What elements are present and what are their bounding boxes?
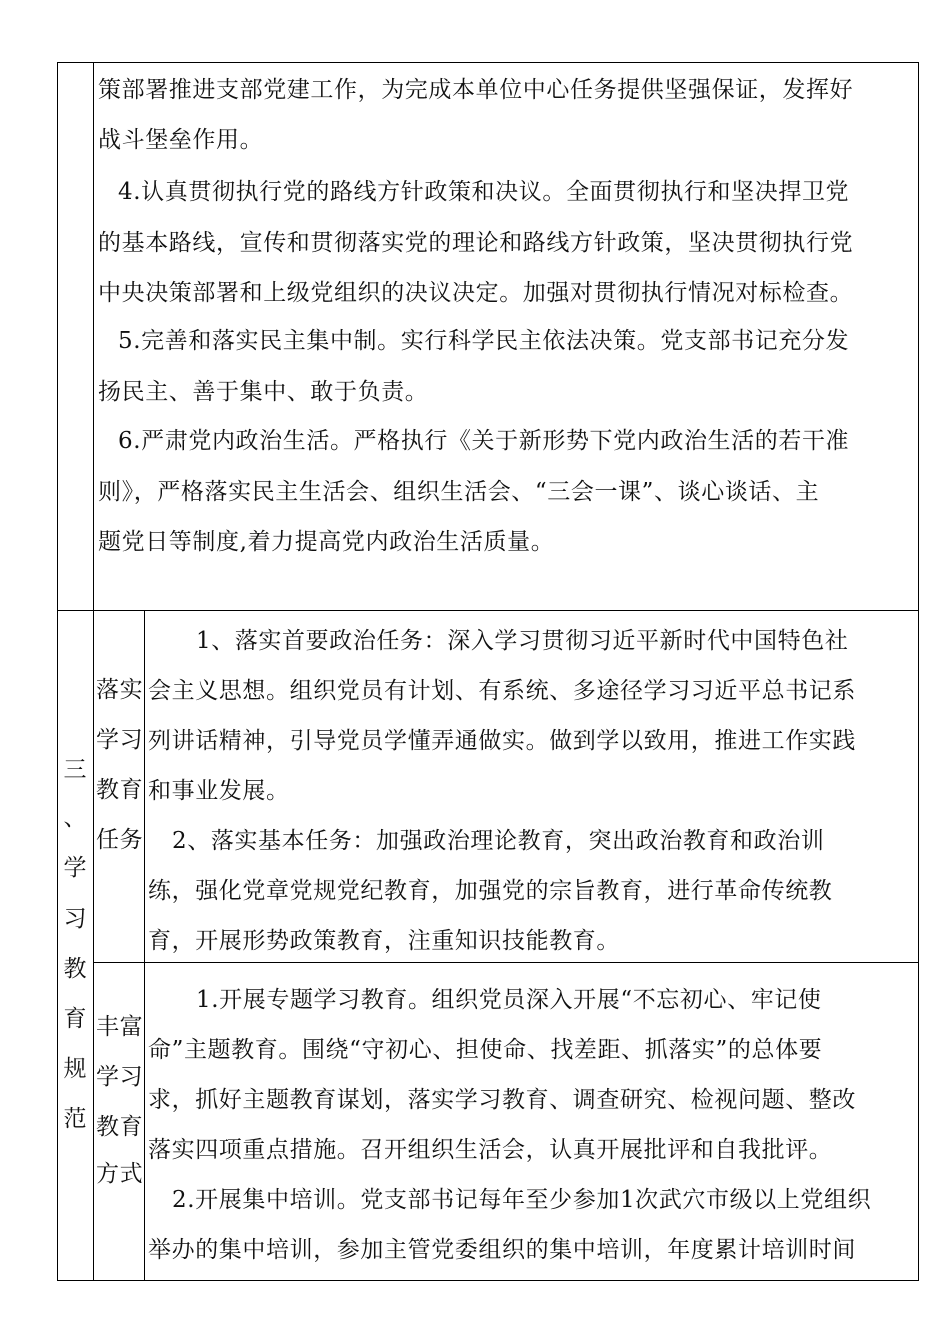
column-divider-1 (93, 62, 94, 1281)
paragraph-line: 举办的集中培训，参加主管党委组织的集中培训，年度累计培训时间 (148, 1237, 856, 1263)
paragraph-line: 育，开展形势政策教育，注重知识技能教育。 (148, 928, 620, 954)
table-border-top (57, 62, 919, 63)
label-line: 丰富 (96, 1014, 144, 1040)
paragraph-line: 列讲话精神，引导党员学懂弄通做实。做到学以致用，推进工作实践 (148, 728, 856, 754)
title-char: 习 (63, 906, 87, 932)
paragraph-line: 练，强化党章党规党纪教育，加强党的宗旨教育，进行革命传统教 (148, 878, 833, 904)
paragraph-line: 1.开展专题学习教育。组织党员深入开展“不忘初心、牢记使 (196, 987, 822, 1013)
paragraph-line: 1、落实首要政治任务：深入学习贯彻习近平新时代中国特色社 (196, 628, 849, 654)
paragraph-line: 战斗堡垒作用。 (98, 127, 264, 153)
label-line: 学习 (96, 1064, 144, 1090)
label-line: 方式 (96, 1161, 144, 1187)
title-char: 、 (63, 805, 87, 831)
paragraph-line: 则》，严格落实民主生活会、组织生活会、“三会一课”、谈心谈话、主 (98, 479, 820, 505)
label-line: 教育 (96, 1114, 144, 1140)
paragraph-line: 2、落实基本任务：加强政治理论教育，突出政治教育和政治训 (172, 828, 825, 854)
label-line: 任务 (96, 827, 144, 853)
title-char: 育 (63, 1006, 87, 1032)
table-border-right (918, 62, 919, 1281)
paragraph-line: 求，抓好主题教育谋划，落实学习教育、调查研究、检视问题、整改 (148, 1087, 856, 1113)
title-char: 规 (63, 1056, 87, 1082)
label-line: 教育 (96, 777, 144, 803)
table-border-left (57, 62, 58, 1281)
paragraph-line: 命”主题教育。围绕“守初心、担使命、找差距、抓落实”的总体要 (148, 1037, 823, 1063)
paragraph-line: 中央决策部署和上级党组织的决议决定。加强对贯彻执行情况对标检查。 (98, 280, 854, 306)
paragraph-line: 落实四项重点措施。召开组织生活会，认真开展批评和自我批评。 (148, 1137, 833, 1163)
paragraph-line: 题党日等制度,着力提高党内政治生活质量。 (98, 529, 555, 555)
label-line: 落实 (96, 677, 144, 703)
paragraph-line: 4.认真贯彻执行党的路线方针政策和决议。全面贯彻执行和坚决捍卫党 (118, 179, 850, 205)
title-char: 学 (63, 855, 87, 881)
label-line: 学习 (96, 727, 144, 753)
paragraph-line: 的基本路线，宣传和贯彻落实党的理论和路线方针政策，坚决贯彻执行党 (98, 230, 854, 256)
paragraph-line: 会主义思想。组织党员有计划、有系统、多途径学习习近平总书记系 (148, 678, 856, 704)
paragraph-line: 6.严肃党内政治生活。严格执行《关于新形势下党内政治生活的若干准 (118, 428, 850, 454)
paragraph-line: 和事业发展。 (148, 778, 290, 804)
row-divider-subsection (93, 962, 919, 963)
paragraph-line: 扬民主、善于集中、敢于负责。 (98, 379, 429, 405)
title-char: 教 (63, 956, 87, 982)
paragraph-line: 2.开展集中培训。党支部书记每年至少参加1次武穴市级以上党组织 (172, 1187, 872, 1213)
paragraph-line: 策部署推进支部党建工作，为完成本单位中心任务提供坚强保证，发挥好 (98, 77, 854, 103)
column-divider-2 (144, 610, 145, 1281)
table-border-bottom (57, 1280, 919, 1281)
row-divider-section-three (57, 610, 919, 611)
title-char: 三 (63, 757, 87, 783)
paragraph-line: 5.完善和落实民主集中制。实行科学民主依法决策。党支部书记充分发 (118, 328, 850, 354)
title-char: 范 (63, 1106, 87, 1132)
